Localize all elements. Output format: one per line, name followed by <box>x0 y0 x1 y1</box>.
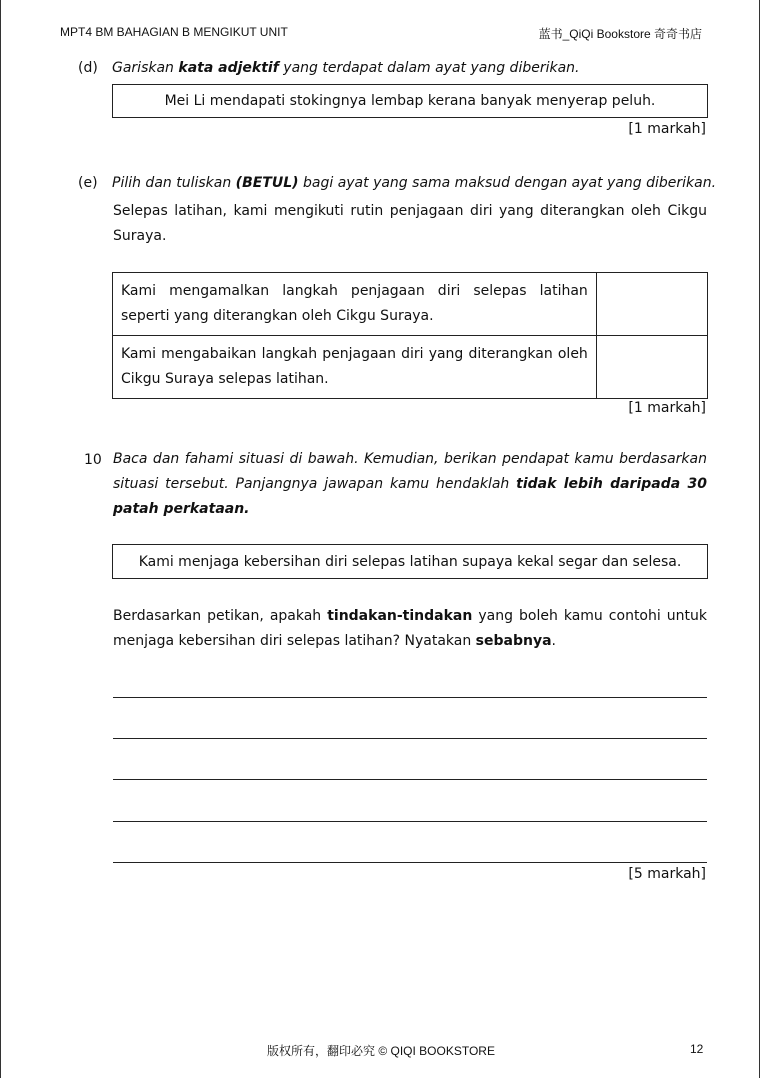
answer-box[interactable] <box>596 273 707 336</box>
page-number: 12 <box>690 1042 704 1056</box>
instr-bold: tidak lebih daripada 30 patah perkataan. <box>113 476 707 517</box>
header-title: MPT4 BM BAHAGIAN B MENGIKUT UNIT <box>60 25 288 39</box>
page-border-left <box>0 0 1 1078</box>
question-10-number: 10 <box>84 452 102 468</box>
instr-text: Baca dan fahami situasi di bawah. Kemudian, berikan pendapat kamu berdasarkan situasi tersebut. Panjangnya jawapan kamu hendaklah <box>113 451 707 492</box>
answer-line[interactable] <box>113 821 707 822</box>
question-10-instruction <box>113 447 707 522</box>
instr-text: bagi ayat yang sama maksud dengan ayat yang diberikan. <box>298 175 717 191</box>
question-10-marks: [5 markah] <box>628 866 706 882</box>
question-d-label: (d) <box>78 60 98 76</box>
header-bookstore: 蓝书_QiQi Bookstore 奇奇书店 <box>538 27 702 41</box>
instr-text: Pilih dan tuliskan <box>112 175 236 191</box>
answer-line[interactable] <box>113 862 707 863</box>
instr-text: yang terdapat dalam ayat yang diberikan. <box>278 60 580 76</box>
answer-line[interactable] <box>113 697 707 698</box>
answer-line[interactable] <box>113 779 707 780</box>
question-10-question <box>113 604 707 654</box>
answer-box[interactable] <box>596 336 707 399</box>
question-e-instruction <box>112 175 716 191</box>
answer-line[interactable] <box>113 738 707 739</box>
question-e-marks: [1 markah] <box>628 400 706 416</box>
question-bold: tindakan-tindakan <box>327 608 473 624</box>
option-row <box>113 273 708 336</box>
question-e-given-sentence: Selepas latihan, kami mengikuti rutin penjagaan diri yang diterangkan oleh Cikgu Suraya. <box>113 203 707 244</box>
question-d-sentence: Mei Li mendapati stokingnya lembap kerana banyak menyerap peluh. <box>164 93 656 109</box>
question-10-situation: Kami menjaga kebersihan diri selepas latihan supaya kekal segar dan selesa. <box>138 553 682 570</box>
page-border-right <box>759 0 760 1078</box>
footer-copyright: 版权所有，翻印必究 © QIQI BOOKSTORE <box>267 1044 495 1058</box>
instr-text: Gariskan <box>112 60 179 76</box>
question-10-situation-box <box>112 544 708 579</box>
option-text: Kami mengabaikan langkah penjagaan diri yang diterangkan oleh Cikgu Suraya selepas latihan. <box>113 336 597 399</box>
instr-bold: kata adjektif <box>178 60 279 76</box>
question-e-label: (e) <box>78 175 98 191</box>
question-d-sentence-box <box>112 84 708 118</box>
question-e-options-table <box>112 272 708 399</box>
question-d-instruction <box>112 60 580 76</box>
option-row <box>113 336 708 399</box>
question-bold: sebabnya <box>475 633 552 649</box>
question-d-marks: [1 markah] <box>628 121 706 137</box>
question-text: yang boleh kamu contohi untuk menjaga kebersihan diri selepas latihan? Nyatakan <box>113 608 707 649</box>
instr-bold: (BETUL) <box>235 175 299 191</box>
question-text: . <box>551 633 556 649</box>
question-text: Berdasarkan petikan, apakah <box>113 608 328 624</box>
option-text: Kami mengamalkan langkah penjagaan diri selepas latihan seperti yang diterangkan oleh Cikgu Suraya. <box>113 273 597 336</box>
